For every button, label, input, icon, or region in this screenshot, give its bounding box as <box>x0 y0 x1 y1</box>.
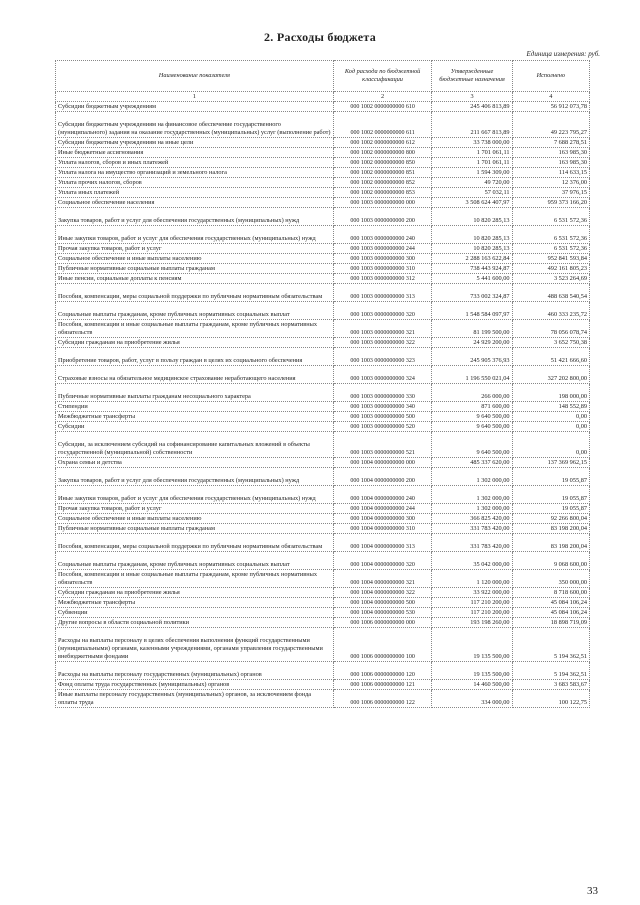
row-code-cell: 000 1002 0000000000 850 <box>333 158 432 168</box>
row-name-cell: Уплата иных платежей <box>56 188 334 198</box>
row-name-cell: Субвенции <box>56 608 334 618</box>
table-row <box>56 402 590 412</box>
row-executed-cell: 460 333 235,72 <box>512 302 589 320</box>
table-row <box>56 138 590 148</box>
row-name-cell: Субсидии гражданам на приобретение жилья <box>56 588 334 598</box>
row-name-cell: Публичные нормативные выплаты гражданам несоциального характера <box>56 384 334 402</box>
row-executed-cell: 492 161 805,23 <box>512 264 589 274</box>
table-row <box>56 534 590 552</box>
row-approved-cell: 81 199 500,00 <box>432 320 512 338</box>
row-name-cell: Субсидии, за исключением субсидий на софинансирование капитальных вложений в объекты государственной (муниципальной) собственности <box>56 432 334 458</box>
row-name-cell: Закупка товаров, работ и услуг для обеспечения государственных (муниципальных) нужд <box>56 468 334 486</box>
row-code-cell: 000 1003 0000000000 300 <box>333 254 432 264</box>
table-row <box>56 338 590 348</box>
row-code-cell: 000 1003 0000000000 521 <box>333 432 432 458</box>
row-executed-cell: 327 202 800,00 <box>512 366 589 384</box>
row-name-cell: Расходы на выплаты персоналу государственных (муниципальных) органов <box>56 662 334 680</box>
table-row <box>56 264 590 274</box>
row-name-cell: Фонд оплаты труда государственных (муниципальных) органов <box>56 680 334 690</box>
row-approved-cell: 366 825 420,00 <box>432 514 512 524</box>
row-executed-cell: 163 985,30 <box>512 148 589 158</box>
row-approved-cell: 10 820 285,13 <box>432 244 512 254</box>
row-code-cell: 000 1004 0000000000 313 <box>333 534 432 552</box>
table-row <box>56 320 590 338</box>
table-row <box>56 690 590 708</box>
row-executed-cell: 83 198 200,04 <box>512 534 589 552</box>
row-executed-cell: 6 531 572,36 <box>512 244 589 254</box>
row-approved-cell: 19 135 500,00 <box>432 662 512 680</box>
row-approved-cell: 9 640 500,00 <box>432 412 512 422</box>
row-approved-cell: 1 548 584 097,97 <box>432 302 512 320</box>
row-code-cell: 000 1002 0000000000 611 <box>333 112 432 138</box>
table-row <box>56 598 590 608</box>
row-code-cell: 000 1003 0000000000 322 <box>333 338 432 348</box>
row-approved-cell: 117 210 200,00 <box>432 598 512 608</box>
table-row <box>56 112 590 138</box>
row-code-cell: 000 1003 0000000000 240 <box>333 226 432 244</box>
row-name-cell: Охрана семьи и детства <box>56 458 334 468</box>
row-executed-cell: 148 552,89 <box>512 402 589 412</box>
row-code-cell: 000 1004 0000000000 321 <box>333 570 432 588</box>
row-approved-cell: 57 032,11 <box>432 188 512 198</box>
row-approved-cell: 733 002 324,87 <box>432 284 512 302</box>
row-code-cell: 000 1003 0000000000 000 <box>333 198 432 208</box>
row-code-cell: 000 1003 0000000000 330 <box>333 384 432 402</box>
column-number-row <box>56 92 590 102</box>
row-approved-cell: 1 302 000,00 <box>432 468 512 486</box>
row-code-cell: 000 1002 0000000000 612 <box>333 138 432 148</box>
table-row <box>56 680 590 690</box>
page-number: 33 <box>587 885 598 897</box>
row-executed-cell: 83 198 200,04 <box>512 524 589 534</box>
row-approved-cell: 193 198 260,00 <box>432 618 512 628</box>
row-name-cell: Социальное обеспечение и иные выплаты населению <box>56 514 334 524</box>
table-row <box>56 468 590 486</box>
row-executed-cell: 163 985,30 <box>512 158 589 168</box>
row-executed-cell: 3 683 583,67 <box>512 680 589 690</box>
row-name-cell: Иные бюджетные ассигнования <box>56 148 334 158</box>
table-row <box>56 208 590 226</box>
row-executed-cell: 952 841 593,84 <box>512 254 589 264</box>
row-executed-cell: 56 912 073,78 <box>512 102 589 112</box>
row-approved-cell: 871 600,00 <box>432 402 512 412</box>
row-code-cell: 000 1003 0000000000 323 <box>333 348 432 366</box>
row-approved-cell: 245 406 813,89 <box>432 102 512 112</box>
row-executed-cell: 19 055,87 <box>512 468 589 486</box>
row-name-cell: Приобретение товаров, работ, услуг в пользу граждан в целях их социального обеспечения <box>56 348 334 366</box>
row-name-cell: Пособия, компенсации и иные социальные выплаты гражданам, кроме публичных нормативных обязательств <box>56 570 334 588</box>
row-approved-cell: 266 000,00 <box>432 384 512 402</box>
row-approved-cell: 33 922 000,00 <box>432 588 512 598</box>
row-approved-cell: 485 337 620,00 <box>432 458 512 468</box>
row-executed-cell: 12 376,00 <box>512 178 589 188</box>
row-name-cell: Прочая закупка товаров, работ и услуг <box>56 244 334 254</box>
row-code-cell: 000 1004 0000000000 200 <box>333 468 432 486</box>
row-approved-cell: 331 783 420,00 <box>432 524 512 534</box>
row-name-cell: Уплата налогов, сборов и иных платежей <box>56 158 334 168</box>
row-approved-cell: 9 640 500,00 <box>432 432 512 458</box>
row-name-cell: Уплата налога на имущество организаций и земельного налога <box>56 168 334 178</box>
table-row <box>56 662 590 680</box>
row-approved-cell: 2 288 163 622,84 <box>432 254 512 264</box>
row-approved-cell: 117 210 200,00 <box>432 608 512 618</box>
row-code-cell: 000 1004 0000000000 500 <box>333 598 432 608</box>
row-name-cell: Страховые взносы на обязательное медицинское страхование неработающего населения <box>56 366 334 384</box>
header-approved: Утвержденные бюджетные назначения <box>432 61 512 92</box>
table-row <box>56 168 590 178</box>
row-approved-cell: 14 460 500,00 <box>432 680 512 690</box>
table-row <box>56 284 590 302</box>
table-row <box>56 102 590 112</box>
row-executed-cell: 0,00 <box>512 412 589 422</box>
row-approved-cell: 5 441 600,00 <box>432 274 512 284</box>
row-executed-cell: 9 068 600,00 <box>512 552 589 570</box>
table-row <box>56 458 590 468</box>
table-row <box>56 188 590 198</box>
row-executed-cell: 350 000,00 <box>512 570 589 588</box>
table-row <box>56 198 590 208</box>
row-name-cell: Субсидии бюджетным учреждениям на иные цели <box>56 138 334 148</box>
row-executed-cell: 100 122,75 <box>512 690 589 708</box>
table-row <box>56 178 590 188</box>
row-executed-cell: 18 898 719,09 <box>512 618 589 628</box>
row-code-cell: 000 1002 0000000000 853 <box>333 188 432 198</box>
row-approved-cell: 35 042 000,00 <box>432 552 512 570</box>
row-approved-cell: 331 783 420,00 <box>432 534 512 552</box>
row-code-cell: 000 1006 0000000000 121 <box>333 680 432 690</box>
table-row <box>56 274 590 284</box>
row-name-cell: Социальное обеспечение и иные выплаты населению <box>56 254 334 264</box>
row-approved-cell: 1 302 000,00 <box>432 504 512 514</box>
row-code-cell: 000 1003 0000000000 200 <box>333 208 432 226</box>
row-code-cell: 000 1003 0000000000 312 <box>333 274 432 284</box>
row-code-cell: 000 1003 0000000000 310 <box>333 264 432 274</box>
row-approved-cell: 738 443 924,87 <box>432 264 512 274</box>
row-code-cell: 000 1003 0000000000 520 <box>333 422 432 432</box>
row-name-cell: Социальные выплаты гражданам, кроме публичных нормативных социальных выплат <box>56 302 334 320</box>
row-code-cell: 000 1004 0000000000 320 <box>333 552 432 570</box>
row-approved-cell: 9 640 500,00 <box>432 422 512 432</box>
expenses-table <box>55 60 590 708</box>
row-executed-cell: 3 652 750,38 <box>512 338 589 348</box>
row-code-cell: 000 1004 0000000000 244 <box>333 504 432 514</box>
row-executed-cell: 92 266 800,04 <box>512 514 589 524</box>
row-executed-cell: 6 531 572,36 <box>512 226 589 244</box>
header-code: Код расхода по бюджетной классификации <box>333 61 432 92</box>
row-executed-cell: 198 000,00 <box>512 384 589 402</box>
row-name-cell: Стипендии <box>56 402 334 412</box>
header-executed: Исполнено <box>512 61 589 92</box>
row-executed-cell: 959 373 166,20 <box>512 198 589 208</box>
row-approved-cell: 211 667 813,89 <box>432 112 512 138</box>
row-executed-cell: 19 055,87 <box>512 504 589 514</box>
row-approved-cell: 10 820 285,13 <box>432 226 512 244</box>
row-code-cell: 000 1002 0000000000 852 <box>333 178 432 188</box>
row-executed-cell: 0,00 <box>512 422 589 432</box>
row-name-cell: Субсидии бюджетным учреждениям на финансовое обеспечение государственного (муниципального) задания на оказание государственных (муниципальных) услуг (выполнение работ) <box>56 112 334 138</box>
table-row <box>56 570 590 588</box>
row-name-cell: Пособия, компенсации и иные социальные выплаты гражданам, кроме публичных нормативных обязательств <box>56 320 334 338</box>
row-code-cell: 000 1006 0000000000 122 <box>333 690 432 708</box>
table-row <box>56 226 590 244</box>
row-code-cell: 000 1004 0000000000 000 <box>333 458 432 468</box>
row-code-cell: 000 1003 0000000000 320 <box>333 302 432 320</box>
row-approved-cell: 49 720,00 <box>432 178 512 188</box>
row-name-cell: Иные выплаты персоналу государственных (муниципальных) органов, за исключением фонда оплаты труда <box>56 690 334 708</box>
table-row <box>56 348 590 366</box>
table-row <box>56 422 590 432</box>
row-code-cell: 000 1004 0000000000 300 <box>333 514 432 524</box>
row-approved-cell: 33 738 000,00 <box>432 138 512 148</box>
row-executed-cell: 49 223 795,27 <box>512 112 589 138</box>
row-executed-cell: 45 084 106,24 <box>512 608 589 618</box>
row-code-cell: 000 1003 0000000000 500 <box>333 412 432 422</box>
row-name-cell: Уплата прочих налогов, сборов <box>56 178 334 188</box>
row-approved-cell: 1 594 309,00 <box>432 168 512 178</box>
row-name-cell: Субсидии бюджетным учреждениям <box>56 102 334 112</box>
row-executed-cell: 19 055,87 <box>512 486 589 504</box>
row-name-cell: Межбюджетные трансферты <box>56 412 334 422</box>
table-body <box>56 92 590 708</box>
row-approved-cell: 334 000,00 <box>432 690 512 708</box>
table-row <box>56 514 590 524</box>
row-code-cell: 000 1002 0000000000 800 <box>333 148 432 158</box>
row-executed-cell: 45 084 106,24 <box>512 598 589 608</box>
row-name-cell: Межбюджетные трансферты <box>56 598 334 608</box>
row-approved-cell: 245 905 376,93 <box>432 348 512 366</box>
page-title: 2. Расходы бюджета <box>264 30 376 44</box>
row-code-cell: 000 1006 0000000000 000 <box>333 618 432 628</box>
row-name-cell: Иные закупки товаров, работ и услуг для обеспечения государственных (муниципальных) нужд <box>56 226 334 244</box>
row-executed-cell: 51 421 666,60 <box>512 348 589 366</box>
row-approved-cell: 1 701 061,11 <box>432 148 512 158</box>
row-approved-cell: 3 508 624 407,97 <box>432 198 512 208</box>
row-name-cell: Пособия, компенсации, меры социальной поддержки по публичным нормативным обязательствам <box>56 284 334 302</box>
table-row <box>56 618 590 628</box>
row-code-cell: 000 1002 0000000000 851 <box>333 168 432 178</box>
row-approved-cell: 24 929 200,00 <box>432 338 512 348</box>
column-number: 1 <box>56 92 334 102</box>
table-row <box>56 552 590 570</box>
row-executed-cell: 7 688 278,51 <box>512 138 589 148</box>
row-approved-cell: 1 120 000,00 <box>432 570 512 588</box>
row-code-cell: 000 1004 0000000000 240 <box>333 486 432 504</box>
row-code-cell: 000 1006 0000000000 120 <box>333 662 432 680</box>
table-row <box>56 524 590 534</box>
row-approved-cell: 10 820 285,13 <box>432 208 512 226</box>
row-executed-cell: 37 976,15 <box>512 188 589 198</box>
header-name: Наименование показателя <box>56 61 334 92</box>
table-row <box>56 366 590 384</box>
row-approved-cell: 1 701 061,11 <box>432 158 512 168</box>
table-row <box>56 608 590 618</box>
unit-note: Единица измерения: руб. <box>526 50 600 58</box>
row-name-cell: Социальное обеспечение населения <box>56 198 334 208</box>
row-code-cell: 000 1006 0000000000 100 <box>333 628 432 662</box>
row-code-cell: 000 1003 0000000000 313 <box>333 284 432 302</box>
row-executed-cell: 114 633,15 <box>512 168 589 178</box>
table-row <box>56 244 590 254</box>
row-name-cell: Публичные нормативные социальные выплаты гражданам <box>56 264 334 274</box>
row-code-cell: 000 1002 0000000000 610 <box>333 102 432 112</box>
table-row <box>56 504 590 514</box>
row-executed-cell: 6 531 572,36 <box>512 208 589 226</box>
row-code-cell: 000 1003 0000000000 244 <box>333 244 432 254</box>
table-header-row <box>56 61 590 92</box>
row-code-cell: 000 1004 0000000000 310 <box>333 524 432 534</box>
row-name-cell: Социальные выплаты гражданам, кроме публичных нормативных социальных выплат <box>56 552 334 570</box>
row-executed-cell: 8 718 600,00 <box>512 588 589 598</box>
row-code-cell: 000 1004 0000000000 530 <box>333 608 432 618</box>
row-name-cell: Субсидии <box>56 422 334 432</box>
row-name-cell: Другие вопросы в области социальной политики <box>56 618 334 628</box>
row-code-cell: 000 1003 0000000000 321 <box>333 320 432 338</box>
row-name-cell: Субсидии гражданам на приобретение жилья <box>56 338 334 348</box>
table-row <box>56 432 590 458</box>
row-approved-cell: 19 135 500,00 <box>432 628 512 662</box>
row-executed-cell: 3 523 264,69 <box>512 274 589 284</box>
table-row <box>56 412 590 422</box>
table-row <box>56 148 590 158</box>
row-executed-cell: 488 638 540,54 <box>512 284 589 302</box>
row-code-cell: 000 1003 0000000000 324 <box>333 366 432 384</box>
column-number: 2 <box>333 92 432 102</box>
row-approved-cell: 1 302 000,00 <box>432 486 512 504</box>
row-executed-cell: 137 369 962,15 <box>512 458 589 468</box>
table-row <box>56 588 590 598</box>
row-name-cell: Прочая закупка товаров, работ и услуг <box>56 504 334 514</box>
table-row <box>56 628 590 662</box>
table-row <box>56 486 590 504</box>
column-number: 3 <box>432 92 512 102</box>
table-row <box>56 384 590 402</box>
row-code-cell: 000 1004 0000000000 322 <box>333 588 432 598</box>
row-executed-cell: 5 194 362,51 <box>512 662 589 680</box>
row-name-cell: Публичные нормативные социальные выплаты гражданам <box>56 524 334 534</box>
table-row <box>56 158 590 168</box>
row-approved-cell: 1 196 550 021,04 <box>432 366 512 384</box>
row-executed-cell: 0,00 <box>512 432 589 458</box>
table-row <box>56 302 590 320</box>
row-name-cell: Иные пенсии, социальные доплаты к пенсиям <box>56 274 334 284</box>
row-name-cell: Расходы на выплаты персоналу в целях обеспечения выполнения функций государственными (муниципальными) органами, казенными учреждениями, органами управления государственными внебюджетными фондами <box>56 628 334 662</box>
column-number: 4 <box>512 92 589 102</box>
row-name-cell: Иные закупки товаров, работ и услуг для обеспечения государственных (муниципальных) нужд <box>56 486 334 504</box>
row-code-cell: 000 1003 0000000000 340 <box>333 402 432 412</box>
row-executed-cell: 5 194 362,51 <box>512 628 589 662</box>
row-executed-cell: 78 056 078,74 <box>512 320 589 338</box>
row-name-cell: Пособия, компенсации, меры социальной поддержки по публичным нормативным обязательствам <box>56 534 334 552</box>
row-name-cell: Закупка товаров, работ и услуг для обеспечения государственных (муниципальных) нужд <box>56 208 334 226</box>
table-row <box>56 254 590 264</box>
